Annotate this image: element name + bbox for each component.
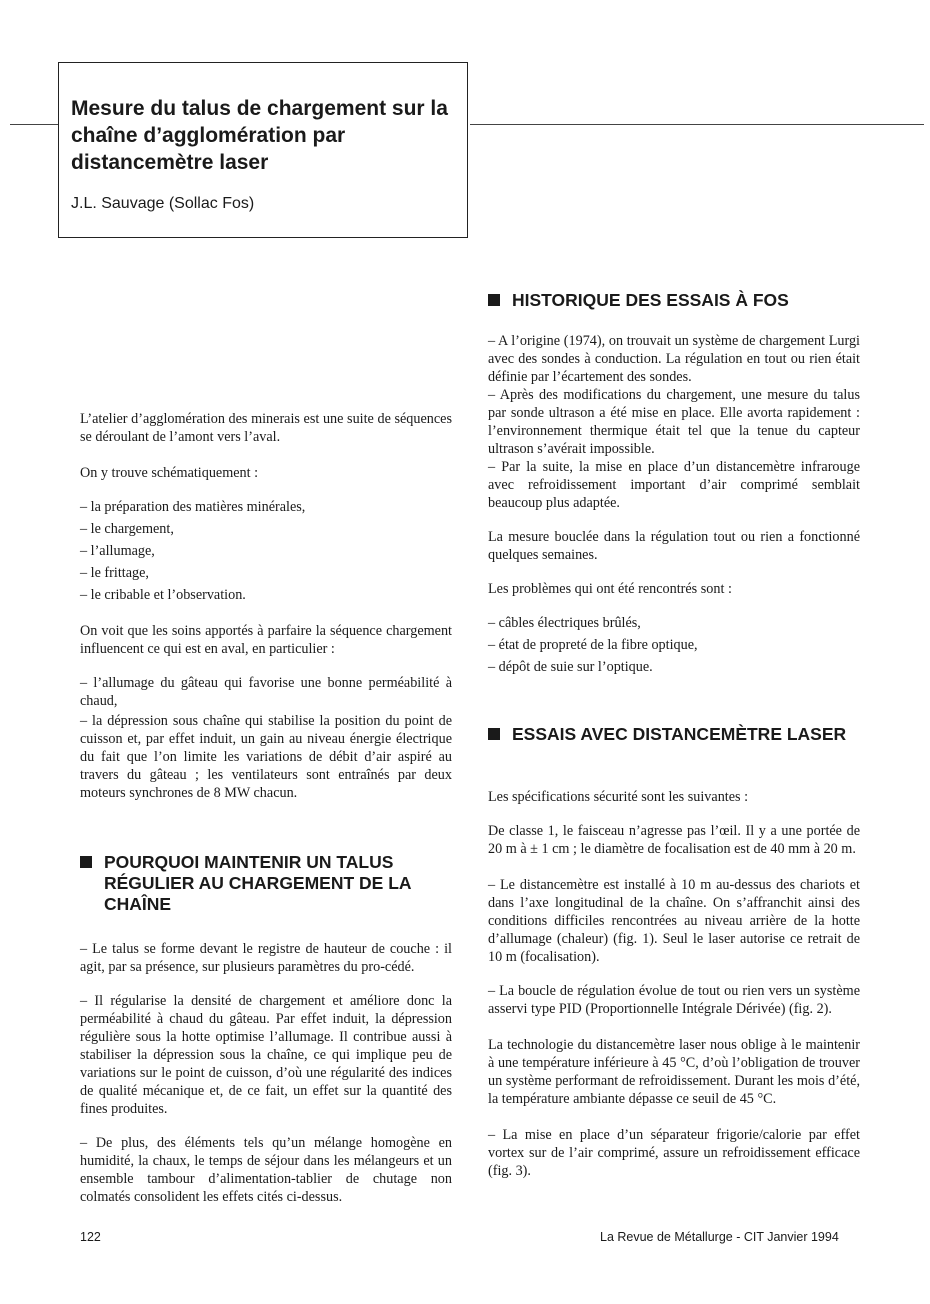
paragraph: – Le talus se forme devant le registre de hauteur de couche : il agit, par sa présence, sur plusieurs paramètres du pro-cédé. [80, 941, 452, 975]
paragraph: On y trouve schématiquement : [80, 465, 259, 481]
list-item: – le chargement, [80, 521, 174, 537]
square-bullet-icon [488, 728, 500, 740]
list-item: – le cribable et l’observation. [80, 587, 246, 603]
paragraph: La mesure bouclée dans la régulation tout ou rien a fonctionné quelques semaines. [488, 529, 860, 563]
paragraph: – Après des modifications du chargement, une mesure du talus par sonde ultrason a été mise en place. Elle avorta rapidement : l’environnement thermique était tel que la tenue du capteur ultrason s’avérait impossible. [488, 387, 860, 457]
list-item: – l’allumage du gâteau qui favorise une bonne perméabilité à chaud, [80, 675, 452, 709]
paragraph: De classe 1, le faisceau n’agresse pas l’œil. Il y a une portée de 20 m à ± 1 cm ; le diamètre de focalisation est de 40 mm à 20 m. [488, 823, 860, 857]
header-rule-right [470, 124, 924, 125]
list-item: – le frittage, [80, 565, 149, 581]
list-item: – câbles électriques brûlés, [488, 615, 641, 631]
header-rule-left [10, 124, 58, 125]
section-heading-essais: ESSAIS AVEC DISTANCEMÈTRE LASER [488, 724, 868, 745]
paragraph: Les problèmes qui ont été rencontrés sont : [488, 581, 732, 597]
left-intro [80, 410, 452, 802]
paragraph: – A l’origine (1974), on trouvait un système de chargement Lurgi avec des sondes à conduction. La régulation en tout ou rien était définie par l’écartement des sondes. [488, 333, 860, 385]
right-section1-body [488, 332, 860, 676]
left-section-body [80, 940, 452, 1206]
paragraph: L’atelier d’agglomération des minerais est une suite de séquences se déroulant de l’amont vers l’aval. [80, 411, 452, 445]
list-item: – état de propreté de la fibre optique, [488, 637, 698, 653]
section-heading-historique: HISTORIQUE DES ESSAIS À FOS [488, 290, 868, 311]
paragraph: – La boucle de régulation évolue de tout ou rien vers un système asservi type PID (Proportionnelle Intégrale Dérivée) (fig. 2). [488, 983, 860, 1017]
paragraph: On voit que les soins apportés à parfaire la séquence chargement influencent ce qui est en aval, en particulier : [80, 623, 452, 657]
right-section2-body [488, 788, 860, 1180]
list-item: – la préparation des matières minérales, [80, 499, 306, 515]
paragraph: – Le distancemètre est installé à 10 m au-dessus des chariots et dans l’axe longitudinal de la chaîne. On s’affranchit ainsi des conditions difficiles rencontrées au niveau arrière de la hotte d’allumage (chaleur) (fig. 1). Seul le laser autorise ce retrait de 10 m (focalisation). [488, 877, 860, 965]
list-item: – dépôt de suie sur l’optique. [488, 659, 653, 675]
list-item: – la dépression sous chaîne qui stabilise la position du point de cuisson et, par effet induit, un gain au niveau énergie électrique du fait que l’on limite les variations de débit d’air aspiré au travers du gâteau ; les ventilateurs sont entraînés par deux moteurs synchrones de 8 MW chacun. [80, 713, 452, 801]
paragraph: La technologie du distancemètre laser nous oblige à le maintenir à une température inférieure à 45 °C, d’où l’obligation de trouver un système performant de refroidissement. Durant les mois d’été, la température ambiante dépasse ce seuil de 45 °C. [488, 1037, 860, 1107]
title-box [58, 62, 468, 238]
article-author: J.L. Sauvage (Sollac Fos) [71, 195, 255, 212]
square-bullet-icon [488, 294, 500, 306]
page-number: 122 [80, 1230, 101, 1244]
list-item: – l’allumage, [80, 543, 155, 559]
paragraph: – La mise en place d’un séparateur frigorie/calorie par effet vortex sur de l’air comprimé, assure un refroidissement efficace (fig. 3). [488, 1127, 860, 1179]
paragraph: – Il régularise la densité de chargement et améliore donc la perméabilité à chaud du gâteau. Par effet induit, la dépression régulière sous la hotte optimise l’allumage. Il contribue aussi à stabiliser la dépression sous la chaîne, ce qui implique peu de variations sur le point de cuisson, d’où une régularité des indices de qualité mécanique et, de ce fait, un effet sur la quantité des fines produites. [80, 993, 452, 1117]
paragraph: Les spécifications sécurité sont les suivantes : [488, 789, 749, 805]
section-heading-pourquoi: POURQUOI MAINTENIR UN TALUS RÉGULIER AU CHARGEMENT DE LA CHAÎNE [80, 852, 460, 915]
paragraph: – Par la suite, la mise en place d’un distancemètre infrarouge avec refroidissement important d’air comprimé semblait beaucoup plus adaptée. [488, 459, 860, 511]
journal-reference: La Revue de Métallurge - CIT Janvier 1994 [600, 1230, 839, 1244]
paragraph: – De plus, des éléments tels qu’un mélange homogène en humidité, la chaux, le temps de séjour dans les mélangeurs et un ensemble tambour d’alimentation-tablier de chutage non colmatés consolident les effets cités ci-dessus. [80, 1135, 452, 1205]
square-bullet-icon [80, 856, 92, 868]
article-title: Mesure du talus de chargement sur la chaîne d’agglomération par distancemètre laser [71, 97, 448, 174]
